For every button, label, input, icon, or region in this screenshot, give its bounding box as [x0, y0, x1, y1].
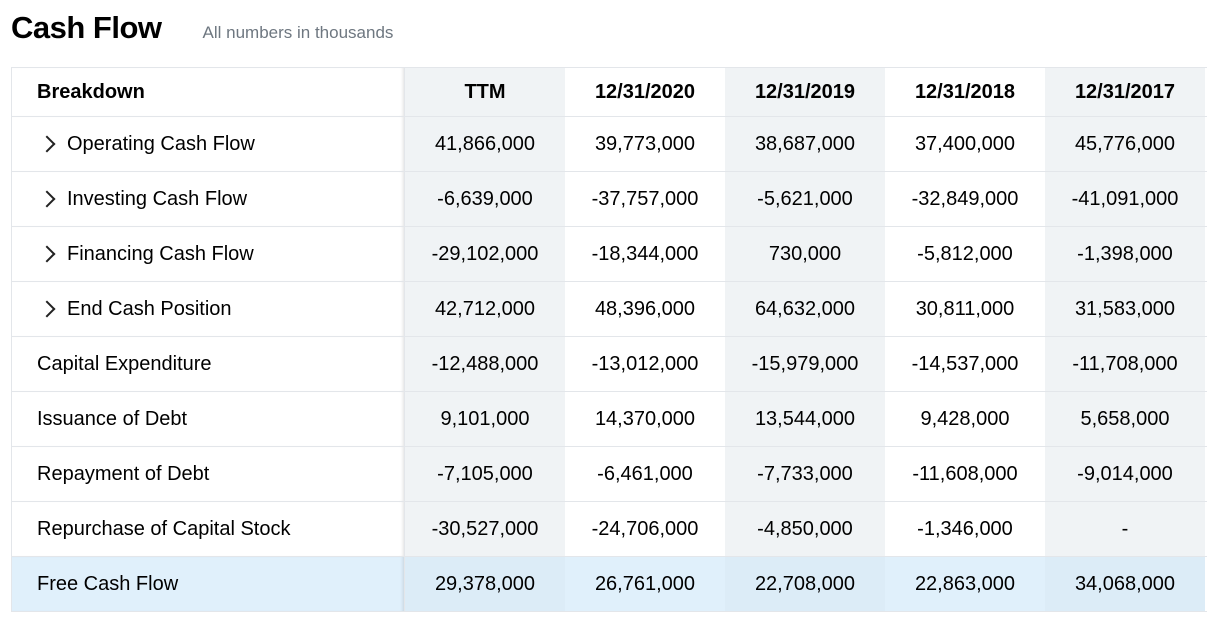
table-cell: 31,583,000 [1045, 282, 1205, 336]
table-cell: -37,757,000 [565, 172, 725, 226]
table-cell: -4,850,000 [725, 502, 885, 556]
page-title: Cash Flow [11, 10, 162, 45]
table-cell: -1,346,000 [885, 502, 1045, 556]
page-header [11, 8, 393, 58]
table-cell: -18,344,000 [565, 227, 725, 281]
table-cell: -13,012,000 [565, 337, 725, 391]
table-cell: 29,378,000 [405, 557, 565, 611]
row-label-text: Financing Cash Flow [67, 242, 254, 265]
table-cell: -6,639,000 [405, 172, 565, 226]
row-label-financing-cash-flow[interactable] [12, 227, 405, 281]
table-cell: 37,400,000 [885, 117, 1045, 171]
table-cell: 30,811,000 [885, 282, 1045, 336]
table-cell: 730,000 [725, 227, 885, 281]
column-header-2019: 12/31/2019 [725, 68, 885, 116]
table-cell: -41,091,000 [1045, 172, 1205, 226]
table-cell: 22,863,000 [885, 557, 1045, 611]
table-cell: 39,773,000 [565, 117, 725, 171]
table-row-capital-expenditure [12, 337, 1207, 392]
table-cell: -5,812,000 [885, 227, 1045, 281]
table-cell: 14,370,000 [565, 392, 725, 446]
chevron-right-icon[interactable] [39, 246, 56, 263]
table-cell: 64,632,000 [725, 282, 885, 336]
chevron-right-icon[interactable] [39, 191, 56, 208]
units-note: All numbers in thousands [202, 23, 394, 42]
table-cell: -14,537,000 [885, 337, 1045, 391]
table-cell: -6,461,000 [565, 447, 725, 501]
column-header-breakdown: Breakdown [12, 68, 405, 116]
table-cell: -9,014,000 [1045, 447, 1205, 501]
cash-flow-table [11, 67, 1207, 612]
table-cell: - [1045, 502, 1205, 556]
table-cell: 13,544,000 [725, 392, 885, 446]
table-cell: -7,105,000 [405, 447, 565, 501]
table-cell: 5,658,000 [1045, 392, 1205, 446]
column-header-2018: 12/31/2018 [885, 68, 1045, 116]
table-cell: 9,101,000 [405, 392, 565, 446]
table-cell: 38,687,000 [725, 117, 885, 171]
row-label-operating-cash-flow[interactable] [12, 117, 405, 171]
table-row-repurchase-of-capital-stock [12, 502, 1207, 557]
table-cell: 9,428,000 [885, 392, 1045, 446]
row-label-capital-expenditure: Capital Expenditure [12, 337, 405, 391]
table-cell: 34,068,000 [1045, 557, 1205, 611]
table-cell: -11,608,000 [885, 447, 1045, 501]
row-label-text: Investing Cash Flow [67, 187, 248, 210]
table-row-operating-cash-flow [12, 117, 1207, 172]
table-row-free-cash-flow [12, 557, 1207, 612]
table-cell: -7,733,000 [725, 447, 885, 501]
row-label-text: Operating Cash Flow [67, 132, 255, 155]
table-cell: -32,849,000 [885, 172, 1045, 226]
table-row-repayment-of-debt [12, 447, 1207, 502]
row-label-end-cash-position[interactable] [12, 282, 405, 336]
table-cell: -12,488,000 [405, 337, 565, 391]
table-cell: -1,398,000 [1045, 227, 1205, 281]
table-row-financing-cash-flow [12, 227, 1207, 282]
row-label-investing-cash-flow[interactable] [12, 172, 405, 226]
chevron-right-icon[interactable] [39, 136, 56, 153]
table-cell: 48,396,000 [565, 282, 725, 336]
table-header-row [12, 68, 1207, 117]
row-label-repurchase-of-capital-stock: Repurchase of Capital Stock [12, 502, 405, 556]
table-cell: 22,708,000 [725, 557, 885, 611]
table-cell: 42,712,000 [405, 282, 565, 336]
chevron-right-icon[interactable] [39, 301, 56, 318]
table-row-issuance-of-debt [12, 392, 1207, 447]
table-cell: -29,102,000 [405, 227, 565, 281]
column-header-2020: 12/31/2020 [565, 68, 725, 116]
table-row-end-cash-position [12, 282, 1207, 337]
table-cell: 26,761,000 [565, 557, 725, 611]
row-label-text: End Cash Position [67, 297, 232, 320]
column-header-2017: 12/31/2017 [1045, 68, 1205, 116]
column-header-ttm: TTM [405, 68, 565, 116]
table-cell: -15,979,000 [725, 337, 885, 391]
row-label-repayment-of-debt: Repayment of Debt [12, 447, 405, 501]
table-row-investing-cash-flow [12, 172, 1207, 227]
table-cell: -5,621,000 [725, 172, 885, 226]
row-label-issuance-of-debt: Issuance of Debt [12, 392, 405, 446]
table-cell: 41,866,000 [405, 117, 565, 171]
table-cell: 45,776,000 [1045, 117, 1205, 171]
table-cell: -30,527,000 [405, 502, 565, 556]
table-cell: -24,706,000 [565, 502, 725, 556]
row-label-free-cash-flow: Free Cash Flow [12, 557, 405, 611]
table-cell: -11,708,000 [1045, 337, 1205, 391]
